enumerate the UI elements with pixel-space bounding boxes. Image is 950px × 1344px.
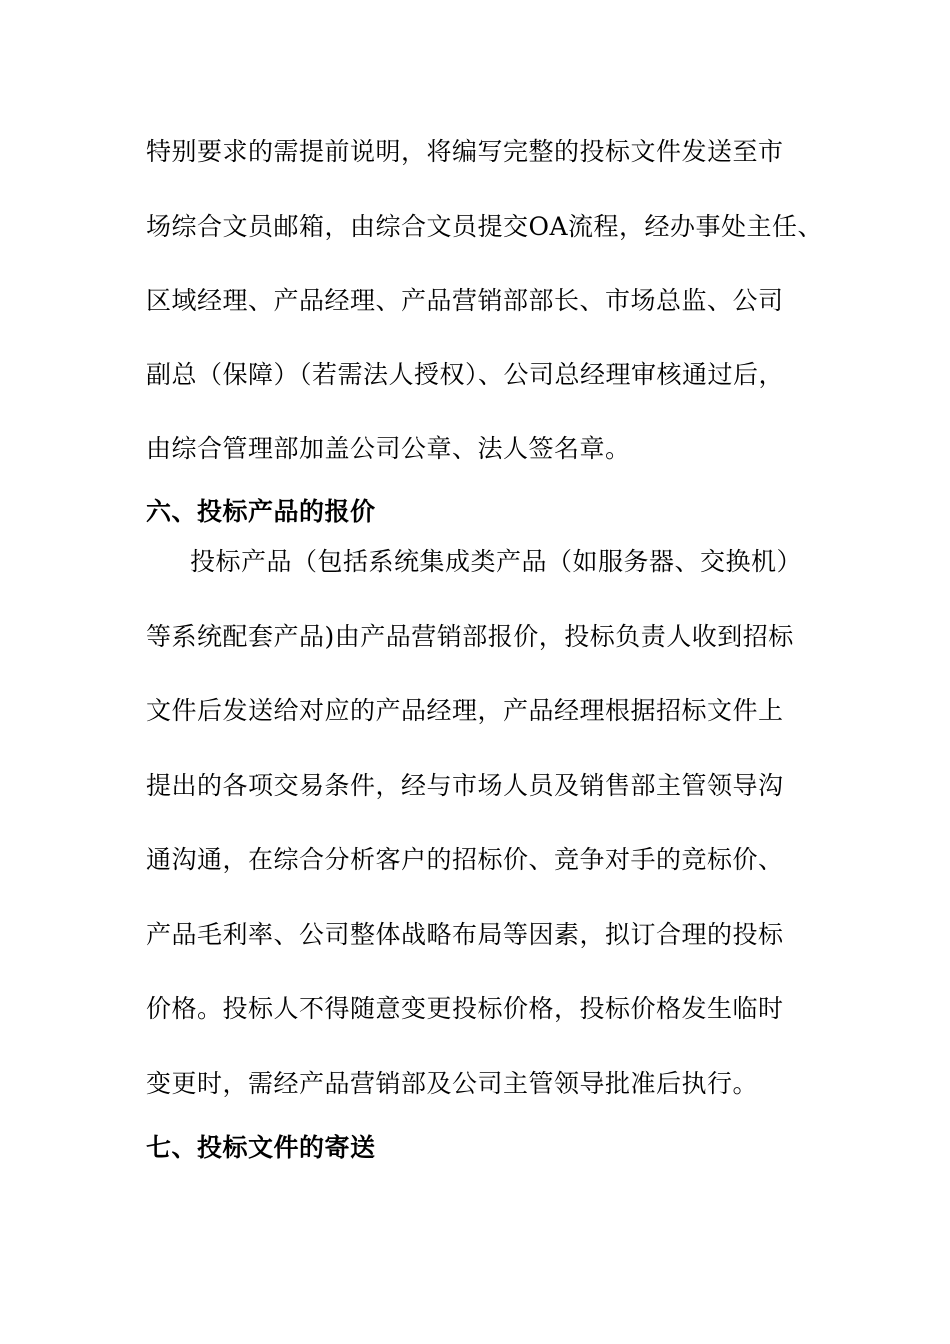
paragraph-line: 产品毛利率、公司整体战略布局等因素，拟订合理的投标: [146, 920, 784, 949]
paragraph-line: 价格。投标人不得随意变更投标价格，投标价格发生临时: [146, 994, 784, 1023]
paragraph-line: 文件后发送给对应的产品经理，产品经理根据招标文件上: [146, 696, 784, 725]
paragraph-line: 区域经理、产品经理、产品营销部部长、市场总监、公司: [146, 286, 784, 315]
paragraph-line: 特别要求的需提前说明，将编写完整的投标文件发送至市: [146, 137, 784, 166]
section-heading-7: 七、投标文件的寄送: [146, 1133, 376, 1162]
paragraph-line: 通沟通，在综合分析客户的招标价、竞争对手的竞标价、: [146, 845, 784, 874]
section-heading-6: 六、投标产品的报价: [146, 497, 376, 526]
paragraph-line: 变更时，需经产品营销部及公司主管领导批准后执行。: [146, 1069, 759, 1098]
paragraph-line: 等系统配套产品)由产品营销部报价，投标负责人收到招标: [146, 622, 794, 651]
paragraph-line: 投标产品（包括系统集成类产品（如服务器、交换机）: [190, 547, 803, 576]
paragraph-line: 副总（保障）（若需法人授权）、公司总经理审核通过后，: [146, 360, 785, 389]
paragraph-line: 由综合管理部加盖公司公章、法人签名章。: [146, 434, 631, 463]
paragraph-line: 提出的各项交易条件，经与市场人员及销售部主管领导沟: [146, 771, 784, 800]
paragraph-line: 场综合文员邮箱，由综合文员提交OA流程，经办事处主任、: [146, 212, 824, 241]
